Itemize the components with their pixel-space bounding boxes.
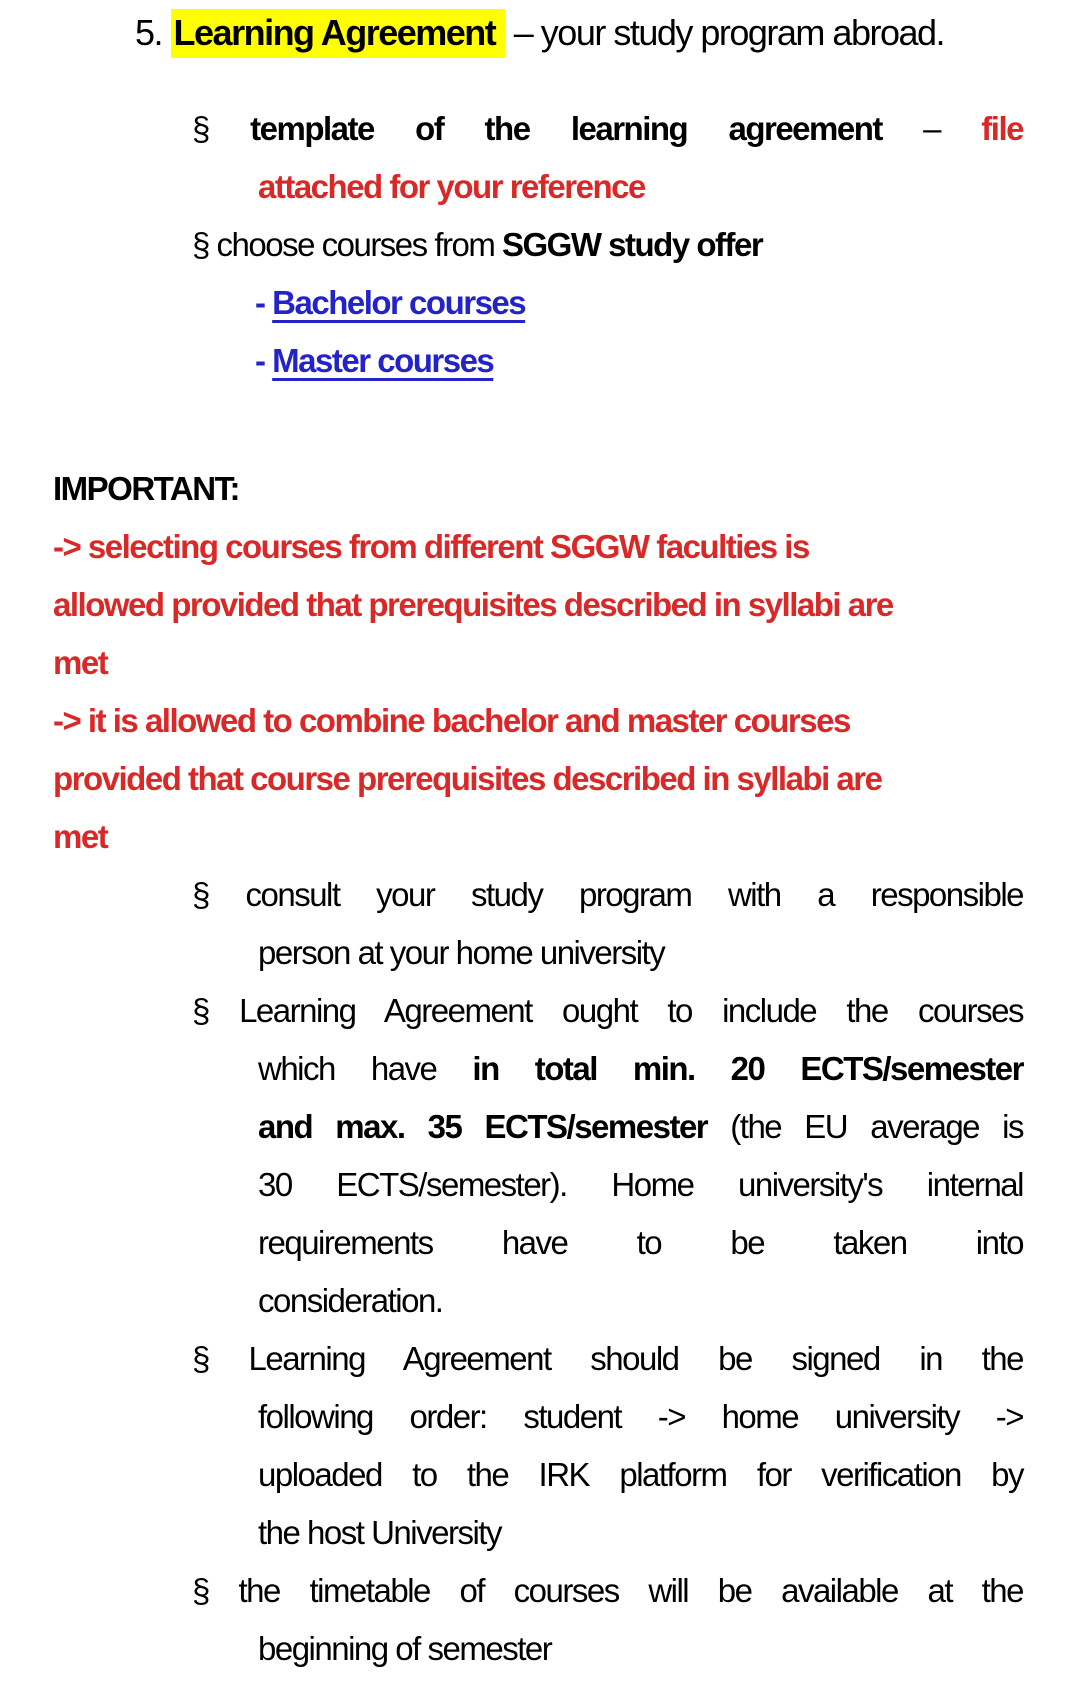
list-dash: - <box>255 342 273 379</box>
bullet-template-line-1 <box>192 100 1023 158</box>
section-symbol: § <box>192 1340 209 1377</box>
bullet-ects-line-5 <box>258 1214 1023 1272</box>
bullet-template-line-2 <box>258 158 1023 216</box>
bullet-ects-line-4 <box>258 1156 1023 1214</box>
bullet-signing-line-2 <box>258 1388 1023 1446</box>
spacer <box>53 390 1023 460</box>
text-segment: IMPORTANT: <box>53 470 240 507</box>
bachelor-courses-line <box>255 274 1023 332</box>
text-segment: – <box>923 110 982 147</box>
section-symbol: § <box>192 1572 209 1609</box>
bullet-signing-line-1 <box>192 1330 1023 1388</box>
text-segment: and max. 35 ECTS/semester <box>258 1108 708 1145</box>
master-courses-line <box>255 332 1023 390</box>
bullet-ects-line-3 <box>258 1098 1023 1156</box>
bullet-choose-courses <box>192 216 1023 274</box>
text-segment: which have <box>258 1050 473 1087</box>
warning-combine-line-3 <box>53 808 1023 866</box>
bullet-timetable-line-1 <box>192 1562 1023 1620</box>
section-symbol: § <box>192 226 209 263</box>
bullet-timetable-line-2 <box>258 1620 1023 1678</box>
bullet-consult-line-1 <box>192 866 1023 924</box>
title-highlight: Learning Agreement <box>171 9 506 58</box>
bullet-ects-line-2 <box>258 1040 1023 1098</box>
bullet-signing-line-4 <box>258 1504 1023 1562</box>
text-segment: file <box>981 110 1023 147</box>
text-segment: allowed provided that prerequisites described in syllabi are <box>53 586 893 623</box>
bullet-ects-line-6 <box>258 1272 1023 1330</box>
text-segment: provided that course prerequisites described in syllabi are <box>53 760 882 797</box>
text-segment: SGGW study offer <box>502 226 763 263</box>
text-segment: met <box>53 818 108 855</box>
text-segment: choose courses from <box>216 226 502 263</box>
bullet-ects-line-1 <box>192 982 1023 1040</box>
list-dash: - <box>255 284 273 321</box>
master-courses-link[interactable]: Master courses <box>272 342 494 379</box>
section-symbol: § <box>192 110 209 147</box>
warning-faculties-line-3 <box>53 634 1023 692</box>
bachelor-courses-link[interactable]: Bachelor courses <box>272 284 526 321</box>
text-segment: met <box>53 644 108 681</box>
warning-faculties-line-2 <box>53 576 1023 634</box>
text-segment: template of the learning agreement <box>250 110 924 147</box>
title-number: 5. <box>135 12 171 53</box>
warning-combine-line-1 <box>53 692 1023 750</box>
text-segment: the host University <box>258 1514 501 1551</box>
text-segment: 30 ECTS/semester). Home university's internal <box>258 1166 1023 1203</box>
text-segment: in total min. 20 ECTS/semester <box>472 1050 1023 1087</box>
text-segment: Learning Agreement ought to include the courses <box>239 992 1023 1029</box>
text-segment: the timetable of courses will be available at the <box>238 1572 1023 1609</box>
section-symbol: § <box>192 876 209 913</box>
text-segment: consult your study program with a responsible <box>245 876 1024 913</box>
text-segment: -> selecting courses from different SGGW faculties is <box>53 528 809 565</box>
text-segment: attached for your reference <box>258 168 645 205</box>
text-segment: consideration. <box>258 1282 443 1319</box>
document-body <box>53 100 1023 1678</box>
warning-faculties-line-1 <box>53 518 1023 576</box>
section-symbol: § <box>192 992 209 1029</box>
text-segment: person at your home university <box>258 934 665 971</box>
title-rest: – your study program abroad. <box>505 12 945 53</box>
bullet-signing-line-3 <box>258 1446 1023 1504</box>
text-segment: uploaded to the IRK platform for verification by <box>258 1456 1023 1493</box>
text-segment: Learning Agreement should be signed in the <box>248 1340 1023 1377</box>
warning-combine-line-2 <box>53 750 1023 808</box>
page-title <box>135 8 1023 58</box>
text-segment: requirements have to be taken into <box>258 1224 1023 1261</box>
text-segment: following order: student -> home university -> <box>258 1398 1023 1435</box>
text-segment: beginning of semester <box>258 1630 552 1667</box>
text-segment: -> it is allowed to combine bachelor and master courses <box>53 702 850 739</box>
text-segment: (the EU average is <box>707 1108 1023 1145</box>
bullet-consult-line-2 <box>258 924 1023 982</box>
important-heading <box>53 460 1023 518</box>
